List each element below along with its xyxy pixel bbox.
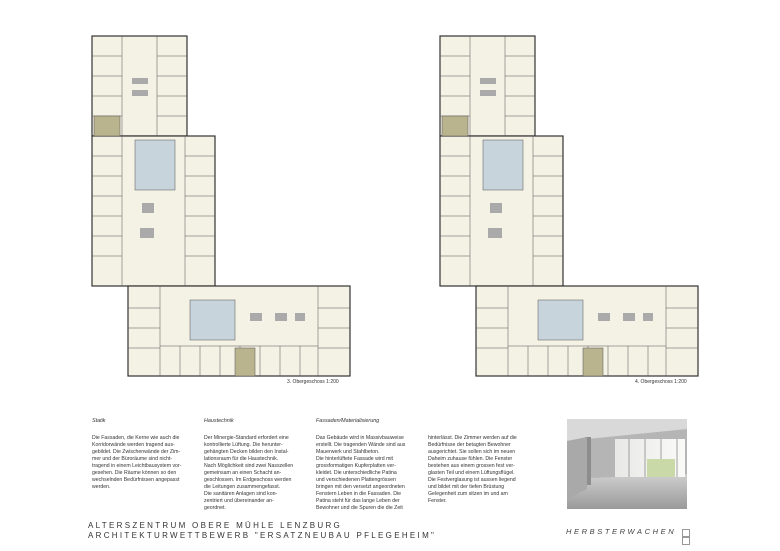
plan-caption: 4. Obergeschoss 1:200 [635,379,687,385]
text-column-statik [92,418,206,491]
column-heading: Haustechnik [204,418,234,424]
column-heading: Statik [92,418,106,424]
column-text: Das Gebäude wird in Massivbauweise erstellt. Die tragenden Wände sind aus Mauerwerk und Stahlbeton. Die hinterlüftete Fassade wird mit grossformatigen Kupferplatten ver- kleidet. Die unterschiedliche Patina und verschiedenen Plattengrössen bringen mit den versetzt angeordneten Fenstern Leben in die Fassaden. Die Patina steht für das lange Leben der Bewohner und die Spuren die die Zeit [316,435,406,511]
column-text: hinterlässt. Die Zimmer werden auf die Bedürfnisse der betagten Bewohner ausgerichtet. Sie sollen sich im neuen Daheim zuhause fühlen. Die Fenster bestehen aus einem grossen fest ver- glasten Teil und einem Lüftungsflügel. Die Festverglasung ist aussen liegend und bildet mit der tiefen Brüstung Gelegenheit zum sitzen im und am Fenster. [428,435,517,504]
column-text: Der Minergie-Standard erfordert eine kontrollierte Lüftung. Die herunter- gehängten Decken bilden den Instal- lationsraum für die Haustechnik. Nach Möglichkeit sind zwei Nasszellen gemeinsam an einen Schacht an- geschlossen. Im Erdgeschoss werden die Leitungen zusammengefasst. Die sanitären Anlagen sind kon- zentriert und übereinander an- geordnet. [204,435,294,511]
floor-plan-drawing [80,28,380,388]
sheet-mark-square [682,529,690,537]
floor-plan-4og [428,28,728,388]
text-column-fassaden-continued [428,435,542,505]
project-title-line2: ARCHITEKTURWETTBEWERB "ERSATZNEUBAU PFLEGEHEIM" [88,531,437,540]
project-title [88,521,436,541]
column-heading: Fassaden/Materialisierung [316,418,380,424]
floor-plan-drawing [428,28,728,388]
plan-caption: 3. Obergeschoss 1:200 [287,379,339,385]
text-column-fassaden [316,418,430,512]
interior-rendering-image [567,419,687,509]
floor-plan-3og [80,28,380,388]
sheet-mark-square [682,537,690,545]
project-title-line1: ALTERSZENTRUM OBERE MÜHLE LENZBURG [88,521,343,530]
text-column-haustechnik [204,418,318,512]
column-text: Die Fassaden, die Kerne wie auch die Korridorwände werden tragend aus- gebildet. Die Zwischenwände der Zim- mer und der Büroräume sind nicht- tragend in einem Leichtbausystem vor- gesehen. Die Räume können so den wechselnden Bedürfnissen angepasst werden. [92,435,182,490]
interior-rendering [567,419,687,509]
project-motto: HERBSTERWACHEN [566,527,677,536]
